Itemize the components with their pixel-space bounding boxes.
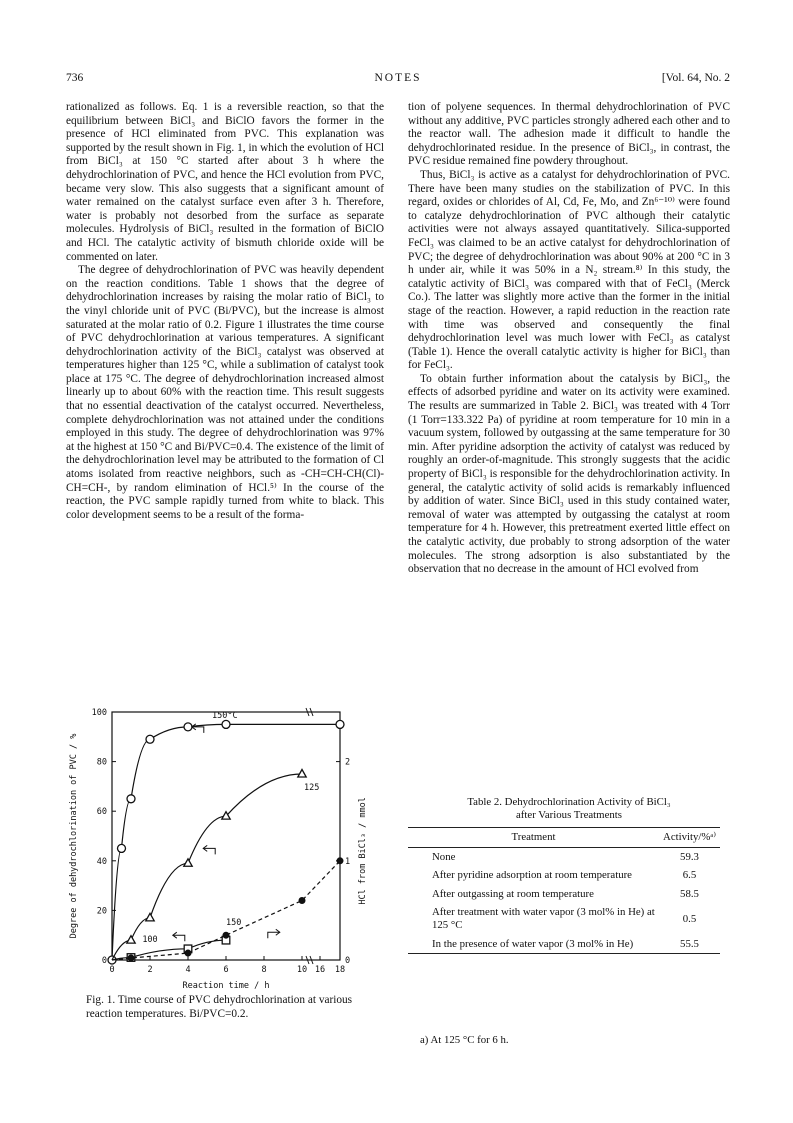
table2 — [408, 827, 720, 954]
y-tick-label: 20 — [96, 906, 107, 917]
x-tick-label: 4 — [185, 965, 191, 975]
treatment-cell: In the presence of water vapor (3 mol% in He) — [408, 935, 659, 954]
activity-cell: 0.5 — [682, 912, 697, 925]
x-tick-label: 2 — [147, 965, 153, 975]
page-number: 736 — [66, 72, 84, 84]
data-point — [184, 859, 192, 867]
data-point — [298, 770, 306, 778]
x-axis-label: Reaction time / h — [182, 981, 270, 990]
table2-header-treatment: Treatment — [408, 828, 659, 848]
table-row — [408, 903, 720, 934]
y2-tick-label: 1 — [345, 856, 351, 867]
y-tick-label: 0 — [101, 956, 107, 966]
figure-caption: Fig. 1. Time course of PVC dehydrochlorination at various reaction temperatures. Bi/PVC=0.2. — [86, 994, 353, 1020]
activity-cell: 59.3 — [680, 850, 699, 863]
right-column — [408, 101, 730, 577]
y-tick-label: 40 — [96, 856, 107, 867]
series-label: 100 — [142, 935, 158, 946]
table2-caption-line1: Table 2. Dehydrochlorination Activity of BiCl₃ — [467, 796, 671, 808]
x-tick-label: 10 — [296, 965, 308, 975]
right-paragraph-3: To obtain further information about the catalysis by BiCl₃, the effects of adsorbed pyridine and water on its activity were examined. The results are summarized in Table 2. BiCl₃ was treated with 4 Torr (1 Torr=133.322 Pa) of pyridine at room temperature for 10 min in a vacuum system, followed by outgassing at the same temperature for 30 min. After pyridine adsorption the activity of catalyst was reduced by roughly an order-of-magnitude. This strongly suggests that the acidic property of BiCl₃ is responsible for the dehydrochlorination activity. In general, the catalytic activity of solid acids is remarkably influenced by addition of water. Since BiCl₃ used in this study contained water, removal of water was attempted by outgassing the catalyst at room temperature for 4 h. However, this pretreatment exerted little effect on the catalytic activity, due probably to strong adsorption of the water molecules. The strong adsorption is also substantiated by the observation that no decrease in the amount of HCl evolved from — [408, 372, 730, 576]
y2-tick-label: 2 — [345, 757, 351, 768]
x-tick-label: 16 — [314, 965, 326, 975]
y-tick-label: 60 — [96, 807, 107, 818]
table-row — [408, 935, 720, 954]
data-point — [185, 950, 191, 956]
treatment-cell: After pyridine adsorption at room temperature — [432, 869, 632, 882]
activity-cell: 55.5 — [659, 935, 720, 954]
data-point — [146, 735, 154, 743]
table2-caption — [408, 796, 730, 822]
series-label: 150°C — [212, 711, 238, 722]
series-label: 150 — [226, 918, 242, 929]
data-point — [118, 844, 126, 852]
table2-caption-line2: after Various Treatments — [516, 809, 622, 821]
y2-tick-label: 0 — [345, 956, 351, 966]
table2-footnote: a) At 125 °C for 6 h. — [420, 1034, 509, 1046]
x-tick-label: 0 — [109, 965, 115, 975]
figure-1 — [66, 705, 384, 990]
data-point — [222, 720, 230, 728]
right-paragraph-1: tion of polyene sequences. In thermal dehydrochlorination of PVC without any additive, PVC particles strongly adhered each other and to the reactor wall. The adhesion made it difficult to handle the dehydrochlorinated residue. In the presence of BiCl₃, in contrast, the PVC residue remained fine powdery throughout. — [408, 101, 730, 168]
data-point — [337, 858, 343, 864]
table-row — [408, 847, 720, 866]
x-tick-label: 18 — [334, 965, 346, 975]
page-header — [66, 72, 730, 88]
left-column — [66, 101, 384, 522]
y2-axis-label: HCl from BiCl₃ / mmol — [358, 797, 368, 905]
data-point — [184, 723, 192, 731]
activity-cell: 6.5 — [682, 869, 697, 882]
time-course-chart — [66, 705, 384, 990]
treatment-cell: None — [432, 850, 456, 863]
volume-label: [Vol. 64, No. 2 — [661, 72, 730, 84]
y-axis-label: Degree of dehydrochlorination of PVC / % — [69, 733, 79, 939]
right-paragraph-2: Thus, BiCl₃ is active as a catalyst for dehydrochlorination of PVC. There have been many studies on the stabilization of PVC. In this regard, oxides or chlorides of Al, Cd, Fe, Mo, and Zn⁶⁻¹⁰⁾ were found to catalyze dehydrochlorination of PVC although their catalytic activities were not always assayed quantitatively. Silica-supported FeCl₃ was claimed to be an active catalyst for dehydrochlorination of PVC; the degree of dehydrochlorination was about 90% at 200 °C in 3 h under air, while it was 50% in a N₂ stream.⁸⁾ In this study, the catalytic activity of BiCl₃ was compared with that of FeCl₃ (Merck Co.). The latter was slightly more active than the former in the initial stage of the reaction. However, a rapid reduction in the reaction rate with time was observed and consequently the final dehydrochlorination level was much lower with FeCl₃ as catalyst (Table 1). Hence the overall catalytic activity is higher for BiCl₃ than for FeCl₃. — [408, 168, 730, 372]
treatment-cell: After outgassing at room temperature — [432, 887, 594, 900]
x-tick-label: 8 — [261, 965, 267, 975]
data-point — [127, 795, 135, 803]
data-point — [299, 897, 305, 903]
table-row — [408, 866, 720, 885]
table-row — [408, 885, 720, 904]
data-point — [223, 932, 229, 938]
y-tick-label: 100 — [91, 708, 107, 718]
data-point — [336, 720, 344, 728]
series-line — [112, 861, 340, 960]
treatment-cell: After treatment with water vapor (3 mol% in He) at 125 °C — [432, 906, 655, 931]
data-point — [128, 955, 134, 961]
table2-header-activity: Activity/%ᵃ⁾ — [659, 828, 720, 848]
data-point — [127, 936, 135, 944]
series-label: 125 — [304, 783, 320, 793]
section-title: NOTES — [374, 72, 422, 84]
data-point — [146, 913, 154, 921]
left-paragraph-1: rationalized as follows. Eq. 1 is a reversible reaction, so that the equilibrium between BiCl₃ and BiClO favors the former in the presence of HCl eliminated from PVC. This explanation was supported by the result shown in Fig. 1, in which the evolution of HCl from BiCl₃ at 150 °C started after about 3 h where the dehydrochlorination of PVC, and hence the HCl evolution from PVC, became very slow. This also suggests that a significant amount of water remained on the catalyst surface even after 3 h. Therefore, water is probably not desorbed from the surface as separate molecules. Hydrolysis of BiCl₃ resulted in the formation of BiClO and HCl. The catalytic activity of bismuth chloride oxide will be commented on later. — [66, 101, 384, 263]
activity-cell: 58.5 — [680, 887, 699, 900]
left-paragraph-2: The degree of dehydrochlorination of PVC was heavily dependent on the reaction conditions. Table 1 shows that the degree of dehydrochlorination increases by raising the molar ratio of BiCl₃ to the vinyl chloride unit of PVC (Bi/PVC), but the increase is almost saturated at the molar ratio of 0.2. Figure 1 illustrates the time course of PVC dehydrochlorination at various temperatures. A significant dehydrochlorination activity of the BiCl₃ catalyst was observed at temperatures higher than 125 °C, while a sublimation of catalyst took place at 175 °C. The degree of dehydrochlorination increased almost linearly up to about 60% with the reaction time. This result suggests that no essential deactivation of the catalyst occurred. Nevertheless, complete dehydrochlorination was not attained under the conditions employed in this study. The degree of dehydrochlorination was 97% at the highest at 150 °C and Bi/PVC=0.4. The existence of the limit of the dehydrochlorination level may be attributed to the formation of Cl atoms isolated from reactive neighbors, such as -CH=CH-CH(Cl)-CH=CH-, by random elimination of HCl.⁵⁾ In the course of the reaction, the PVC sample rapidly turned from white to black. This color development seems to be a result of the forma- — [66, 264, 384, 521]
x-tick-label: 6 — [223, 965, 229, 975]
y-tick-label: 80 — [96, 757, 107, 768]
